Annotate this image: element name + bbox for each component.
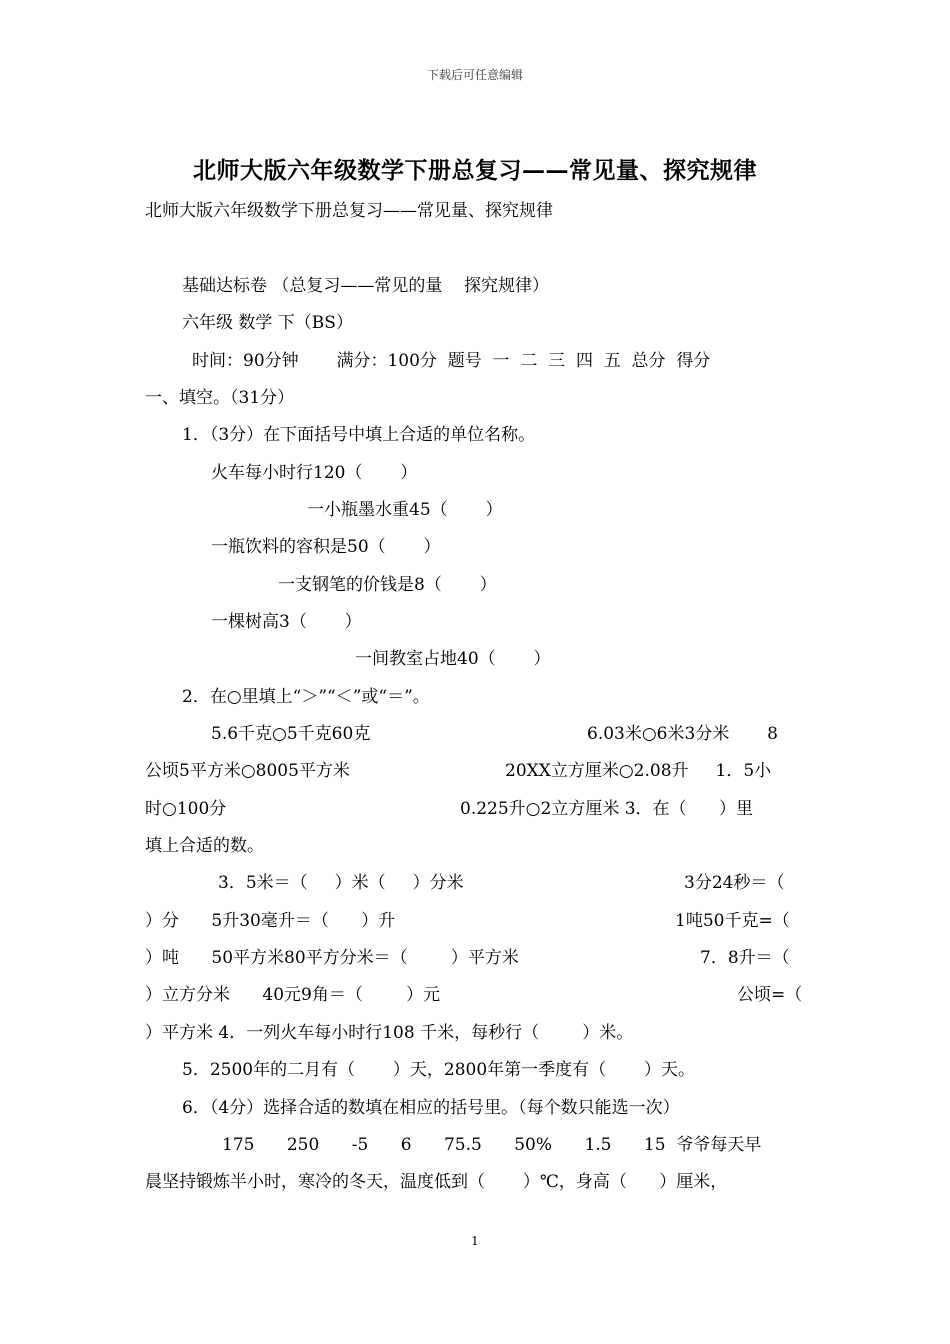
q3-item: 3．5米＝（ ）米（ ）分米 xyxy=(218,873,464,893)
q1-item: 一间教室占地40（ ） xyxy=(355,649,551,669)
q3-item: ）吨 50平方米80平方分米＝（ ）平方米 xyxy=(145,948,519,968)
question-5: 5．2500年的二月有（ ）天，2800年第一季度有（ ）天。 xyxy=(182,1060,695,1080)
question-6: 6．（4分）选择合适的数填在相应的括号里。（每个数只能选一次） xyxy=(182,1098,680,1118)
question-3: 0.225升○2立方厘米 3．在（ ）里 xyxy=(460,799,753,819)
q1-item: 一小瓶墨水重45（ ） xyxy=(307,500,503,520)
section-heading: 一、填空。（31分） xyxy=(145,388,295,408)
q6-text: 晨坚持锻炼半小时，寒冷的冬天，温度低到（ ）℃，身高（ ）厘米， xyxy=(145,1172,728,1192)
q2-item: 5.6千克○5千克60克 xyxy=(211,724,371,744)
q1-item: 火车每小时行120（ ） xyxy=(211,463,418,483)
question-1: 1．（3分）在下面括号中填上合适的单位名称。 xyxy=(182,425,536,445)
q6-numbers: 175 250 -5 6 75.5 50% 1.5 15 爷爷每天早 xyxy=(222,1135,762,1155)
page-header: 下载后可任意编辑 xyxy=(426,68,523,82)
q3-item: 3分24秒＝（ xyxy=(684,873,785,893)
document-title: 北师大版六年级数学下册总复习——常见量、探究规律 xyxy=(193,157,757,184)
q3-text: 填上合适的数。 xyxy=(145,836,264,856)
q3-item: 公顷=（ xyxy=(737,985,803,1005)
q2-item: 20XX立方厘米○2.08升 1．5小 xyxy=(505,761,772,781)
q1-item: 一瓶饮料的容积是50（ ） xyxy=(211,537,441,557)
exam-name: 基础达标卷 （总复习——常见的量 探究规律） xyxy=(182,276,550,296)
q3-item: 1吨50千克=（ xyxy=(675,911,790,931)
question-4: ）平方米 4．一列火车每小时行108 千米，每秒行（ ）米。 xyxy=(145,1023,634,1043)
q3-item: ）分 5升30毫升＝（ ）升 xyxy=(145,911,396,931)
q2-item: 公顷5平方米○8005平方米 xyxy=(145,761,350,781)
question-2: 2．在○里填上“＞”“＜”或“＝”。 xyxy=(182,687,430,707)
q3-item: ）立方分米 40元9角＝（ ）元 xyxy=(145,985,441,1005)
q1-item: 一棵树高3（ ） xyxy=(211,612,362,632)
subtitle: 北师大版六年级数学下册总复习——常见量、探究规律 xyxy=(145,201,553,221)
q2-item: 6.03米○6米3分米 8 xyxy=(587,724,778,744)
grade-subject: 六年级 数学 下（BS） xyxy=(182,313,353,333)
q3-item: 7．8升＝（ xyxy=(700,948,790,968)
q2-item: 时○100分 xyxy=(145,799,227,819)
page-number: 1 xyxy=(471,1234,479,1248)
q1-item: 一支钢笔的价钱是8（ ） xyxy=(278,575,497,595)
exam-info: 时间：90分钟 满分：100分 题号 一 二 三 四 五 总分 得分 xyxy=(192,351,711,371)
